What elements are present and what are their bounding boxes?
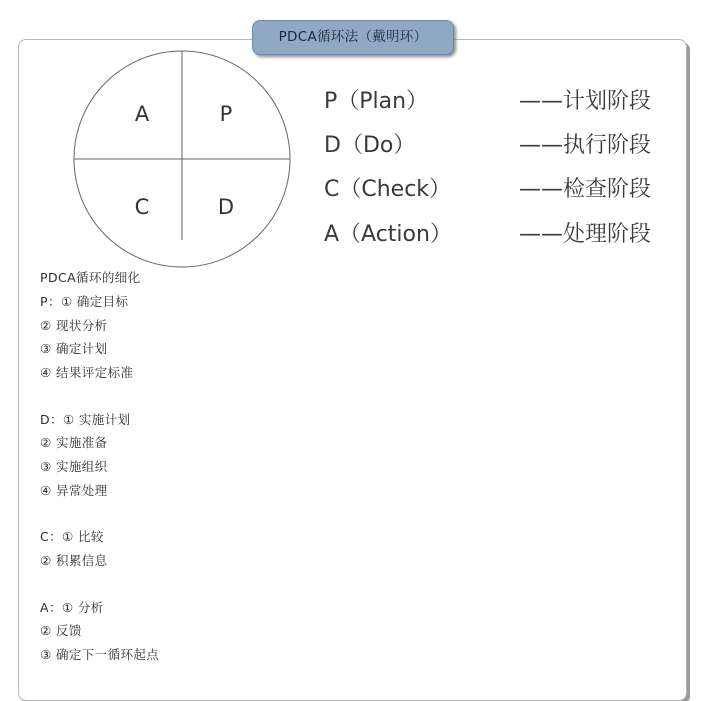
pdca-notes: [40, 266, 159, 667]
quadrant-label-c: C: [134, 195, 150, 219]
note-line: ② 反馈: [40, 623, 82, 639]
quadrant-label-d: D: [217, 195, 235, 219]
note-line: ② 现状分析: [40, 317, 108, 333]
note-line: ③ 确定计划: [40, 341, 108, 357]
note-line: A：① 分析: [40, 599, 104, 615]
note-line: ② 积累信息: [40, 553, 108, 569]
note-line: ④ 异常处理: [40, 482, 108, 498]
legend-row-check: [324, 172, 652, 203]
legend-desc: ——检查阶段: [519, 177, 652, 202]
note-line: D：① 实施计划: [40, 411, 131, 427]
legend-key: P（Plan）: [324, 89, 429, 114]
legend-key: A（Action）: [324, 222, 452, 247]
note-line: C：① 比较: [40, 529, 104, 545]
legend-key: D（Do）: [324, 133, 416, 158]
notes-heading: PDCA循环的细化: [40, 270, 141, 285]
page-title: PDCA循环法（戴明环）: [252, 20, 454, 55]
legend-desc: ——执行阶段: [519, 133, 652, 158]
spacer: [40, 503, 159, 526]
legend-desc: ——计划阶段: [519, 89, 652, 114]
legend-row-do: [324, 128, 652, 159]
quadrant-label-p: P: [219, 102, 233, 126]
legend-desc: ——处理阶段: [519, 222, 652, 247]
note-line: ④ 结果评定标准: [40, 365, 134, 381]
pdca-diagram: [62, 44, 652, 247]
note-line: ③ 确定下一循环起点: [40, 647, 160, 663]
spacer: [40, 385, 159, 408]
legend-row-action: [324, 217, 652, 248]
legend-key: C（Check）: [324, 177, 452, 202]
note-line: ② 实施准备: [40, 435, 108, 451]
legend-row-plan: [324, 84, 652, 115]
quadrant-label-a: A: [134, 102, 150, 126]
spacer: [40, 573, 159, 596]
note-line: P：① 确定目标: [40, 293, 129, 309]
note-line: ③ 实施组织: [40, 459, 108, 475]
